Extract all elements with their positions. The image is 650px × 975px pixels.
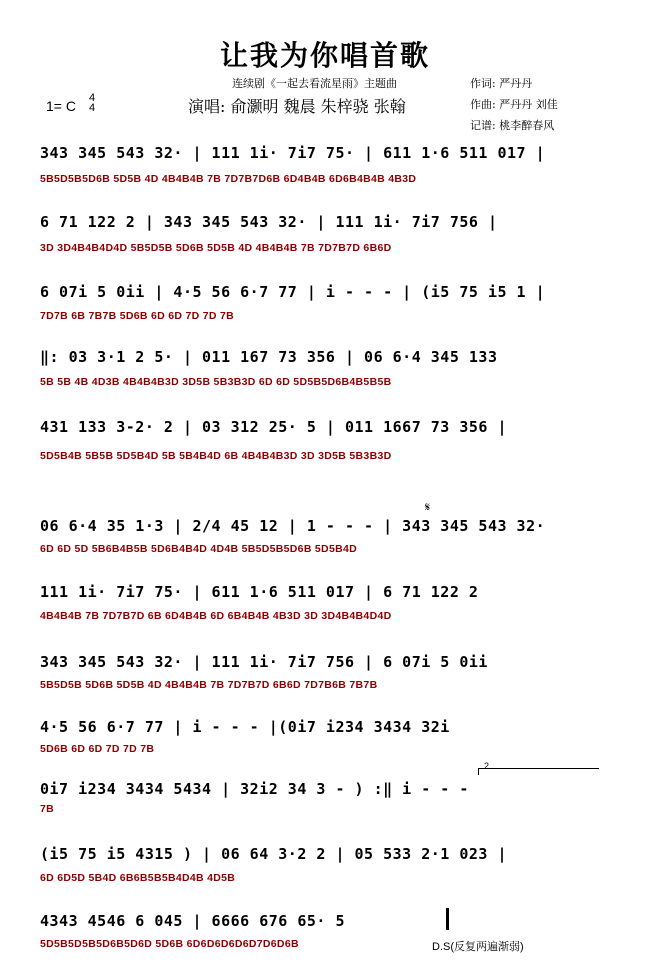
chords-row-3: 7D7B 6B 7B7B 5D6B 6D 6D 7D 7D 7B [40, 310, 235, 322]
volta-bracket [478, 768, 599, 775]
notes-row-4: ‖: 03 3·1 2 5· | 011 167 73 356 | 06 6·4 345 133 [40, 348, 498, 366]
credit-transcriber: 记谱: 桃李醉春风 [470, 119, 555, 132]
subtitle: 连续剧《一起去看流星雨》主题曲 [232, 77, 397, 90]
volta-number: 2 [484, 761, 490, 771]
segno-mark: 𝄋 [425, 500, 431, 514]
chords-row-11: 6D 6D5D 5B4D 6B6B5B5B4D4B 4D5B [40, 872, 236, 884]
notes-row-7: 111 1i· 7i7 75· | 611 1·6 511 017 | 6 71 122 2 [40, 583, 479, 601]
notes-row-3: 6 07i 5 0ii | 4·5 56 6·7 77 | i - - - | (i5 75 i5 1 | [40, 283, 546, 301]
notes-row-5: 431 133 3-2· 2 | 03 312 25· 5 | 011 1667 73 356 | [40, 418, 508, 436]
time-signature-top: 4 [89, 92, 96, 104]
credit-lyrics: 作词: 严丹丹 [470, 77, 533, 90]
time-signature-bottom: 4 [89, 102, 96, 114]
ds-instruction: D.S(反复两遍渐弱) [432, 941, 524, 953]
chords-row-10: 7B [40, 803, 55, 815]
chords-row-7: 4B4B4B 7B 7D7B7D 6B 6D4B4B 6D 6B4B4B 4B3D 3D 3D4B4B4D4D [40, 610, 392, 622]
notes-row-6: 06 6·4 35 1·3 | 2/4 45 12 | 1 - - - | 343 345 543 32· [40, 517, 546, 535]
notes-row-1: 343 345 543 32· | 111 1i· 7i7 75· | 611 1·6 511 017 | [40, 144, 546, 162]
chords-row-2: 3D 3D4B4B4D4D 5B5D5B 5D6B 5D5B 4D 4B4B4B 7B 7D7B7D 6B6D [40, 242, 392, 254]
song-title: 让我为你唱首歌 [219, 39, 430, 72]
chords-row-4: 5B 5B 4B 4D3B 4B4B4B3D 3D5B 5B3B3D 6D 6D 5D5B5D6B4B5B5B [40, 376, 392, 388]
time-signature [89, 93, 95, 113]
credit-music: 作曲: 严丹丹 刘佳 [470, 98, 558, 111]
notes-row-9: 4·5 56 6·7 77 | i - - - |(0i7 i234 3434 32i [40, 718, 450, 736]
key-signature: 1= C [46, 98, 76, 114]
final-barline [446, 908, 449, 930]
chords-row-6: 6D 6D 5D 5B6B4B5B 5D6B4B4D 4D4B 5B5D5B5D6B 5D5B4D [40, 543, 357, 555]
notes-row-10: 0i7 i234 3434 5434 | 32i2 34 3 - ) :‖ i - - - [40, 780, 469, 798]
chords-row-9: 5D6B 6D 6D 7D 7D 7B [40, 743, 155, 755]
notes-row-12: 4343 4546 6 045 | 6666 676 65· 5 [40, 912, 345, 930]
notes-row-8: 343 345 543 32· | 111 1i· 7i7 756 | 6 07i 5 0ii [40, 653, 488, 671]
notes-row-2: 6 71 122 2 | 343 345 543 32· | 111 1i· 7i7 756 | [40, 213, 498, 231]
singers: 演唱: 俞灏明 魏晨 朱梓骁 张翰 [188, 97, 406, 116]
chords-row-1: 5B5D5B5D6B 5D5B 4D 4B4B4B 7B 7D7B7D6B 6D4B4B 6D6B4B4B 4B3D [40, 173, 417, 185]
chords-row-8: 5B5D5B 5D6B 5D5B 4D 4B4B4B 7B 7D7B7D 6B6D 7D7B6B 7B7B [40, 679, 378, 691]
chords-row-5: 5D5B4B 5B5B 5D5B4D 5B 5B4B4D 6B 4B4B4B3D 3D 3D5B 5B3B3D [40, 450, 392, 462]
chords-row-12: 5D5B5D5B5D6B5D6D 5D6B 6D6D6D6D6D7D6D6B [40, 938, 299, 950]
notes-row-11: (i5 75 i5 4315 ) | 06 64 3·2 2 | 05 533 2·1 023 | [40, 845, 508, 863]
